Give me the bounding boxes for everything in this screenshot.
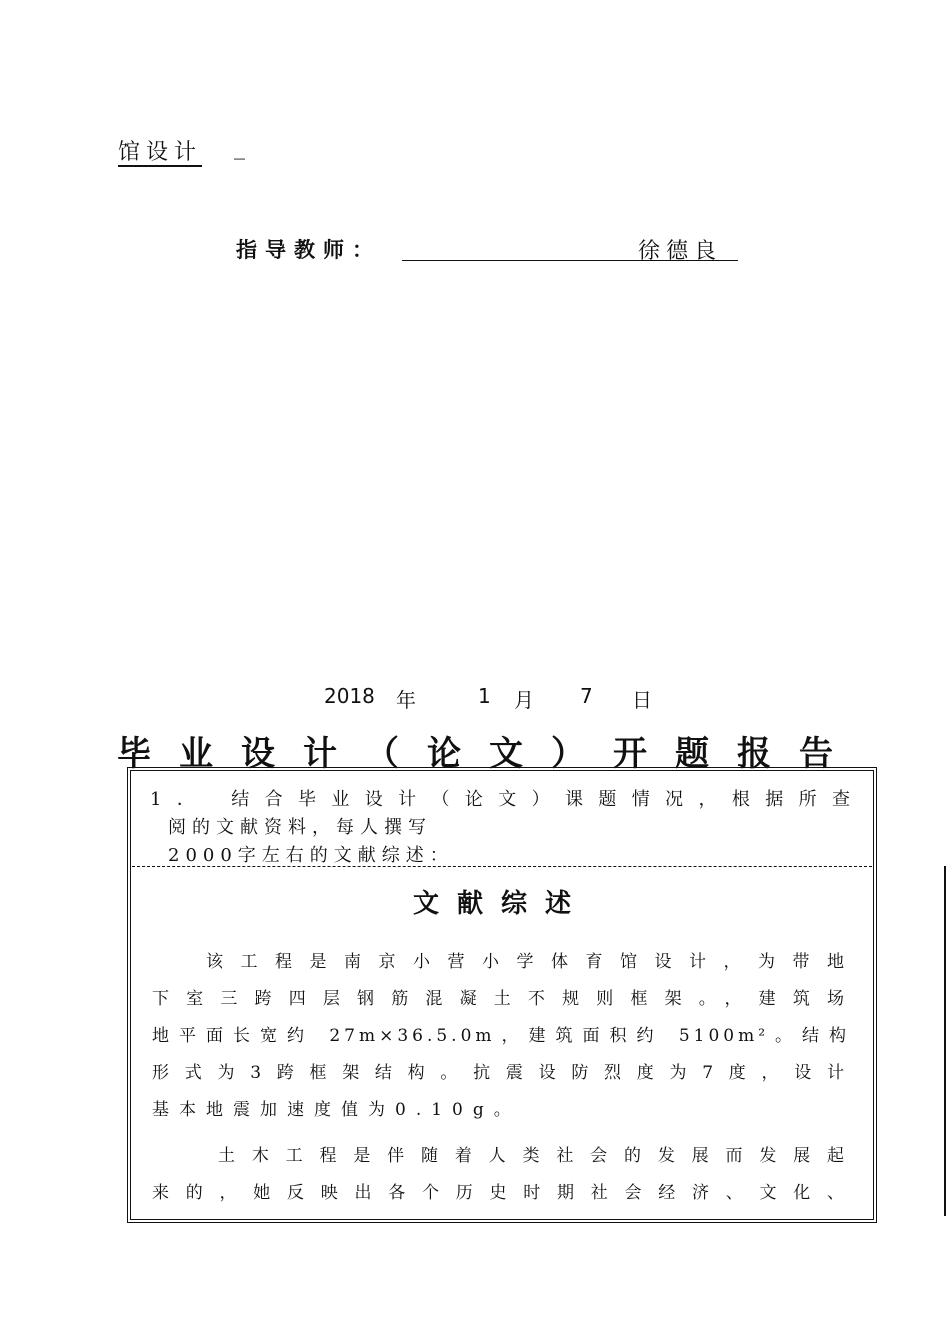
paragraph-2-line-2: 来的，她反映出各个历史时期社会经济、文化、 [152,1183,850,1203]
date-year: 2018 [324,684,375,708]
paragraph-1-line-5: 基本地震加速度值为0.10g。 [152,1100,521,1120]
paragraph-1 [152,944,850,1129]
page-edge-rule [944,866,946,1216]
paragraph-1-line-1: 该工程是南京小营小学体育馆设计，为带地 [206,952,850,972]
date-month-unit: 月 [514,688,534,712]
report-title: 毕业设计（论文）开题报告 [117,734,861,774]
date-day: 7 [580,684,593,708]
thesis-topic-tail: 馆设计 [118,140,203,165]
paragraph-1-line-4: 形式为3跨框架结构。抗震设防烈度为7度，设计 [152,1063,850,1083]
prompt-line-3: 2000字左右的文献综述： [168,845,454,866]
paragraph-1-line-3: 地平面长宽约 27m×36.5.0m，建筑面积约 5100m²。结构 [152,1026,850,1046]
date-day-unit: 日 [632,688,652,712]
advisor-name: 徐德良 [638,239,723,264]
prompt-text [150,786,856,870]
paragraph-2 [152,1138,850,1212]
paragraph-2-line-1: 土木工程是伴随着人类社会的发展而发展起 [218,1146,850,1166]
thesis-topic-blank: _ [234,135,245,160]
date-row [0,684,950,714]
prompt-line-1: 1． 结合毕业设计（论文）课题情况，根据所查 [150,789,856,810]
date-year-unit: 年 [396,688,416,712]
prompt-line-2: 阅的文献资料，每人撰写 [168,817,432,838]
dashed-divider [132,866,872,867]
date-month: 1 [478,684,491,708]
section-title: 文献综述 [412,889,589,919]
paragraph-1-line-2: 下室三跨四层钢筋混凝土不规则框架。，建筑场 [152,989,850,1009]
advisor-label: 指导教师： [236,238,381,262]
